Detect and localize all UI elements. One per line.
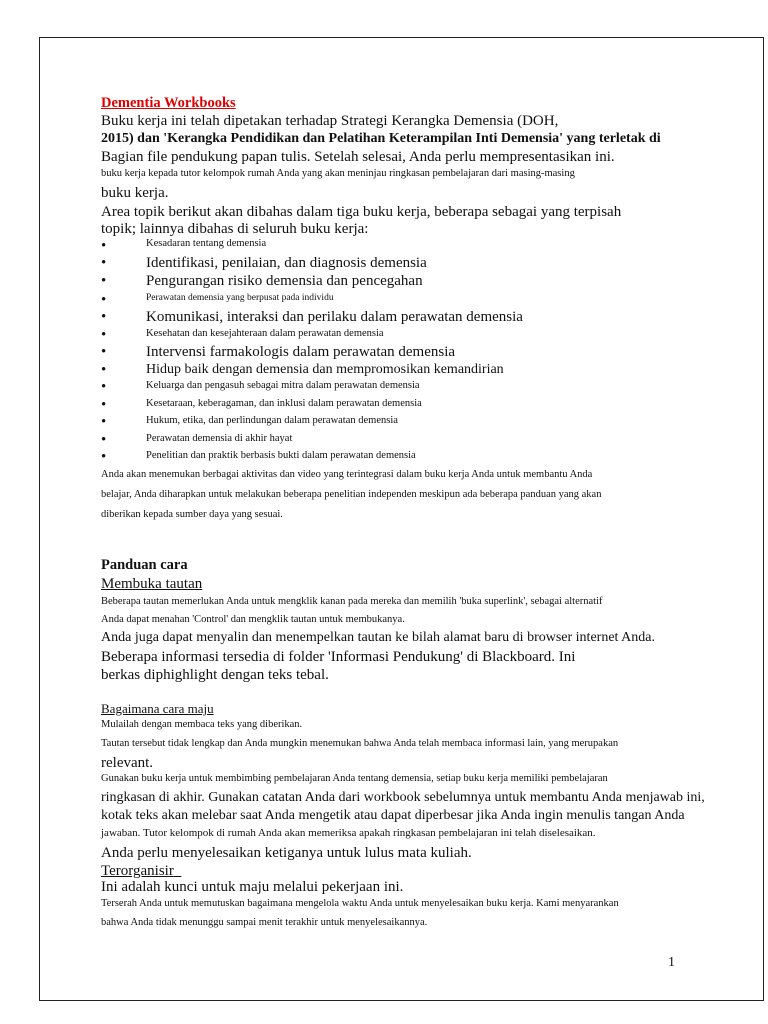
intro-line-2: 2015) dan 'Kerangka Pendidikan dan Pelatihan Keterampilan Inti Demensia' yang terletak di <box>101 131 661 146</box>
bullet-icon: • <box>101 414 107 430</box>
bullet-icon: • <box>101 362 107 378</box>
bullet-icon: • <box>101 449 107 465</box>
intro-line-5: buku kerja. <box>101 185 169 201</box>
bullet-icon: • <box>101 379 107 395</box>
progress-line-4: Gunakan buku kerja untuk membimbing pembelajaran Anda tentang demensia, setiap buku kerja memiliki pembelajaran <box>101 773 608 784</box>
activities-line-1: Anda akan menemukan berbagai aktivitas dan video yang terintegrasi dalam buku kerja Anda untuk membantu Anda <box>101 469 593 480</box>
activities-line-2: belajar, Anda diharapkan untuk melakukan beberapa penelitian independen meskipun ada beberapa panduan yang akan <box>101 489 602 500</box>
bullet-icon: • <box>101 327 107 343</box>
links-line-2: Anda dapat menahan 'Control' dan mengklik tautan untuk membukanya. <box>101 614 405 625</box>
links-line-1: Beberapa tautan memerlukan Anda untuk mengklik kanan pada mereka dan memilih 'buka superlink', sebagai alternatif <box>101 596 603 607</box>
page-number: 1 <box>668 955 675 970</box>
bullet-icon: • <box>101 238 107 254</box>
intro-line-3: Bagian file pendukung papan tulis. Setelah selesai, Anda perlu mempresentasikan ini. <box>101 149 615 165</box>
progress-line-3: relevant. <box>101 755 154 771</box>
progress-line-7: jawaban. Tutor kelompok di rumah Anda akan memeriksa apakah ringkasan pembelajaran ini telah diselesaikan. <box>101 827 596 839</box>
bullet-icon: • <box>101 397 107 413</box>
progress-line-6: kotak teks akan melebar saat Anda mengetik atau dapat diperbesar jika Anda ingin menulis tangan Anda <box>101 808 685 823</box>
progress-line-2: Tautan tersebut tidak lengkap dan Anda mungkin menemukan bahwa Anda telah membaca informasi lain, yang merupakan <box>101 738 619 749</box>
bullet-icon: • <box>101 273 107 289</box>
bullet-icon: • <box>101 344 107 360</box>
bullet-icon: • <box>101 255 107 271</box>
progress-line-8: Anda perlu menyelesaikan ketiganya untuk lulus mata kuliah. <box>101 845 472 861</box>
links-line-3: Anda juga dapat menyalin dan menempelkan tautan ke bilah alamat baru di browser internet Anda. <box>101 630 655 645</box>
intro-line-7: topik; lainnya dibahas di seluruh buku kerja: <box>101 221 369 237</box>
progress-line-5: ringkasan di akhir. Gunakan catatan Anda dari workbook sebelumnya untuk membantu Anda menjawab ini, <box>101 790 705 805</box>
organised-line-3: bahwa Anda tidak menunggu sampai menit terakhir untuk menyelesaikannya. <box>101 917 428 928</box>
document-title: Dementia Workbooks <box>101 95 236 111</box>
bullet-icon: • <box>101 292 107 308</box>
intro-line-1: Buku kerja ini telah dipetakan terhadap Strategi Kerangka Demensia (DOH, <box>101 113 559 129</box>
bullet-icon: • <box>101 309 107 325</box>
links-line-4: Beberapa informasi tersedia di folder 'Informasi Pendukung' di Blackboard. Ini <box>101 649 576 665</box>
guide-heading: Panduan cara <box>101 557 188 573</box>
progress-heading: Bagaimana cara maju <box>101 701 214 716</box>
organised-line-2: Terserah Anda untuk memutuskan bagaimana mengelola waktu Anda untuk menyelesaikan buku kerja. Kami menyarankan <box>101 898 619 909</box>
activities-line-3: diberikan kepada sumber daya yang sesuai. <box>101 509 283 520</box>
links-heading: Membuka tautan <box>101 576 203 592</box>
progress-line-1: Mulailah dengan membaca teks yang diberikan. <box>101 719 303 730</box>
organised-heading: Terorganisir <box>101 863 174 879</box>
links-line-5: berkas diphighlight dengan teks tebal. <box>101 667 329 683</box>
organised-line-1: Ini adalah kunci untuk maju melalui pekerjaan ini. <box>101 879 404 895</box>
bullet-icon: • <box>101 432 107 448</box>
intro-line-4: buku kerja kepada tutor kelompok rumah Anda yang akan meninjau ringkasan pembelajaran dari masing-masing <box>101 168 575 179</box>
intro-line-6: Area topik berikut akan dibahas dalam tiga buku kerja, beberapa sebagai yang terpisah <box>101 204 622 220</box>
